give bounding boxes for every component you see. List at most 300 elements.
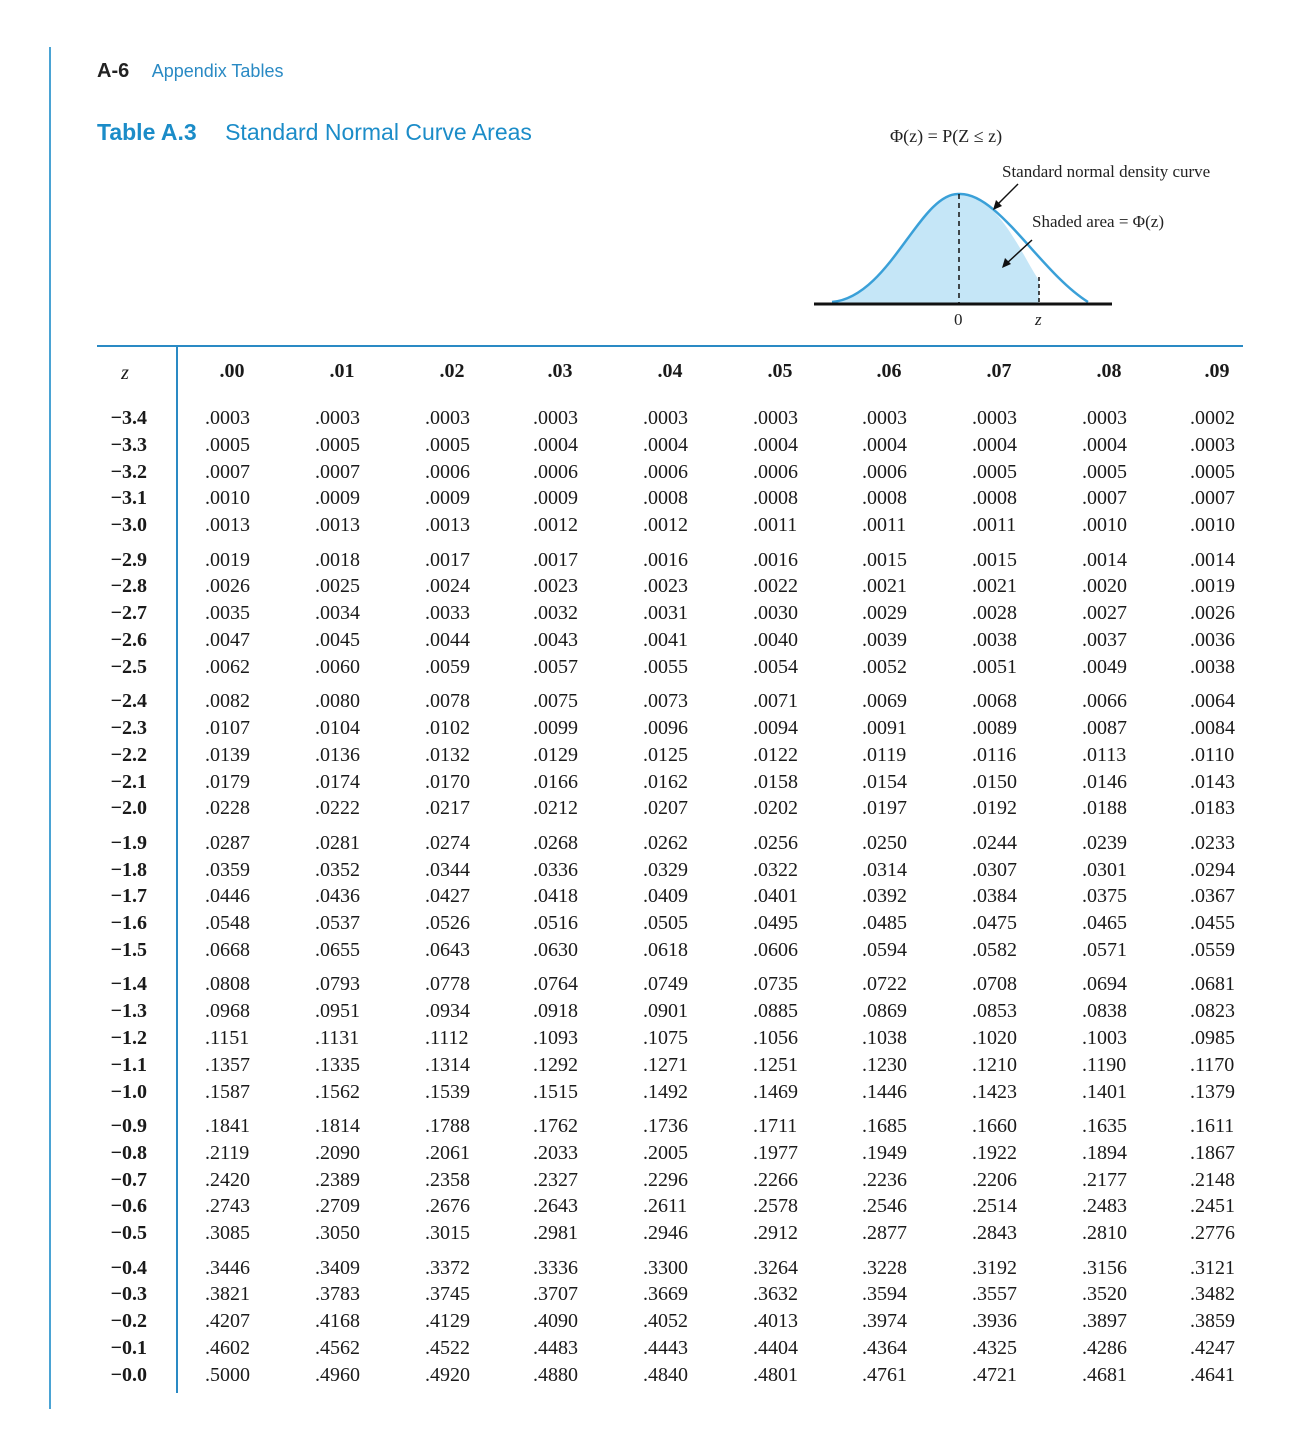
table-cell: .4483 [533,1337,578,1359]
table-cell: .1562 [315,1080,360,1103]
table-cell: .2389 [315,1168,360,1191]
normal-curve-figure [810,122,1250,337]
table-cell: .0005 [205,433,250,456]
table-cell: .0011 [862,514,907,537]
table-cell: .0089 [972,717,1017,739]
column-header: .08 [1096,360,1122,382]
table-cell: .0192 [972,797,1017,820]
table-row [0,717,1310,744]
table-row [0,1081,1310,1108]
table-cell: .0031 [643,602,688,625]
table-cell: .3632 [753,1283,798,1306]
z-value: −2.8 [110,575,147,598]
z-value: −0.4 [110,1256,147,1279]
z-value: −0.8 [110,1141,147,1164]
table-cell: .0212 [533,797,578,820]
table-cell: .3156 [1082,1256,1127,1279]
table-cell: .0028 [972,602,1017,625]
table-cell: .1112 [425,1027,469,1049]
table-cell: .0808 [205,973,250,996]
table-cell: .0179 [205,770,250,793]
table-cell: .4052 [643,1310,688,1333]
table-cell: .0013 [315,514,360,537]
table-cell: .0038 [1190,655,1235,678]
table-cell: .0006 [753,460,798,483]
table-row [0,407,1310,434]
table-cell: .2061 [425,1141,470,1164]
table-cell: .1515 [533,1080,578,1103]
table-cell: .3372 [425,1256,470,1279]
table-cell: .0116 [972,743,1017,766]
table-cell: .3015 [425,1222,470,1245]
table-cell: .3446 [205,1256,250,1279]
table-cell: .3192 [972,1256,1017,1279]
table-cell: .3121 [1190,1256,1235,1279]
table-cell: .0082 [205,690,250,713]
table-cell: .0104 [315,717,360,739]
table-cell: .0409 [643,885,688,908]
table-cell: .1292 [533,1053,578,1076]
table-cell: .0158 [753,770,798,793]
table-cell: .4286 [1082,1337,1127,1359]
table-cell: .0764 [533,973,578,996]
table-cell: .0045 [315,629,360,651]
table-label: Table A.3 [97,119,197,145]
table-cell: .0044 [425,629,470,651]
table-cell: .0694 [1082,973,1127,996]
table-row [0,1257,1310,1284]
table-cell: .1379 [1190,1080,1235,1103]
table-cell: .3821 [205,1283,250,1306]
table-cell: .0427 [425,885,470,908]
table-cell: .0838 [1082,1000,1127,1023]
table-row [0,629,1310,656]
table-cell: .0030 [753,602,798,625]
table-cell: .0170 [425,770,470,793]
table-cell: .0009 [533,487,578,510]
z-value: −2.1 [110,770,147,793]
table-cell: .0735 [753,973,798,996]
table-cell: .0036 [1190,629,1235,651]
table-cell: .1587 [205,1080,250,1103]
table-row [0,1142,1310,1169]
table-cell: .0043 [533,629,578,651]
z-value: −1.1 [110,1053,147,1076]
table-cell: .0150 [972,770,1017,793]
table-cell: .3264 [753,1256,798,1279]
table-cell: .0329 [643,858,688,881]
table-cell: .4801 [753,1363,798,1386]
table-cell: .1357 [205,1053,250,1076]
table-cell: .1814 [315,1115,360,1137]
table-cell: .0274 [425,831,470,854]
table-cell: .0778 [425,973,470,996]
table-cell: .0019 [205,548,250,571]
z-value: −1.0 [110,1080,147,1103]
table-cell: .3859 [1190,1310,1235,1333]
table-cell: .1190 [1082,1053,1127,1076]
z-value: −1.7 [110,885,147,908]
table-cell: .1867 [1190,1141,1235,1164]
table-cell: .0516 [533,912,578,935]
table-cell: .0004 [753,433,798,456]
table-cell: .0968 [205,1000,250,1023]
table-cell: .0618 [643,939,688,961]
table-cell: .2776 [1190,1222,1235,1245]
z-value: −0.0 [110,1363,147,1386]
table-cell: .2005 [643,1141,688,1164]
table-cell: .0314 [862,858,907,881]
table-cell: .0038 [972,629,1017,651]
table-cell: .0018 [315,548,360,571]
table-row [0,549,1310,576]
table-cell: .4562 [315,1337,360,1359]
table-cell: .0084 [1190,717,1235,739]
table-cell: .0049 [1082,655,1127,678]
table-cell: .0197 [862,797,907,820]
table-cell: .0010 [205,487,250,510]
table-cell: .0003 [1082,407,1127,429]
table-cell: .0026 [205,575,250,598]
table-cell: .1020 [972,1027,1017,1049]
table-cell: .2327 [533,1168,578,1191]
table-cell: .0548 [205,912,250,935]
table-row [0,602,1310,629]
table-cell: .4960 [315,1363,360,1386]
table-cell: .2236 [862,1168,907,1191]
table-cell: .2810 [1082,1222,1127,1245]
table-cell: .0005 [1190,460,1235,483]
table-cell: .4761 [862,1363,907,1386]
column-header: .04 [657,360,683,382]
table-cell: .2514 [972,1195,1017,1218]
table-cell: .0250 [862,831,907,854]
table-cell: .0344 [425,858,470,881]
table-cell: .0166 [533,770,578,793]
table-row [0,1169,1310,1196]
table-cell: .0060 [315,655,360,678]
table-cell: .0021 [972,575,1017,598]
z-value: −1.6 [110,912,147,935]
table-cell: .0016 [643,548,688,571]
table-cell: .3783 [315,1283,360,1306]
table-cell: .3336 [533,1256,578,1279]
table-cell: .4325 [972,1337,1017,1359]
table-row [0,1000,1310,1027]
table-cell: .3707 [533,1283,578,1306]
table-row [0,797,1310,824]
table-cell: .3745 [425,1283,470,1306]
z-value: −0.1 [110,1337,147,1359]
table-cell: .0014 [1082,548,1127,571]
column-header: .05 [767,360,793,382]
table-cell: .0985 [1190,1027,1235,1049]
table-cell: .0024 [425,575,470,598]
table-cell: .0013 [425,514,470,537]
table-cell: .3300 [643,1256,688,1279]
table-cell: .0051 [972,655,1017,678]
table-cell: .1131 [315,1027,360,1049]
table-cell: .0465 [1082,912,1127,935]
table-row [0,771,1310,798]
table-cell: .0475 [972,912,1017,935]
table-cell: .1685 [862,1115,907,1137]
table-cell: .0017 [425,548,470,571]
table-cell: .2266 [753,1168,798,1191]
table-cell: .0008 [753,487,798,510]
z-value: −3.1 [110,487,147,510]
table-cell: .0010 [1190,514,1235,537]
table-cell: .0367 [1190,885,1235,908]
table-cell: .0073 [643,690,688,713]
table-cell: .1151 [205,1027,250,1049]
table-cell: .0401 [753,885,798,908]
table-cell: .1271 [643,1053,688,1076]
table-cell: .1093 [533,1027,578,1049]
table-cell: .3974 [862,1310,907,1333]
table-cell: .0918 [533,1000,578,1023]
z-value: −0.5 [110,1222,147,1245]
table-row [0,434,1310,461]
table-row [0,912,1310,939]
table-cell: .0029 [862,602,907,625]
z-value: −0.7 [110,1168,147,1191]
table-cell: .1949 [862,1141,907,1164]
table-cell: .0102 [425,717,470,739]
table-cell: .0006 [862,460,907,483]
table-cell: .0244 [972,831,1017,854]
table-cell: .1539 [425,1080,470,1103]
table-cell: .2676 [425,1195,470,1218]
column-header: .01 [329,360,355,382]
curve-arrow [996,184,1018,206]
table-cell: .2451 [1190,1195,1235,1218]
table-cell: .0004 [862,433,907,456]
table-cell: .0136 [315,743,360,766]
shaded-area-label: Shaded area = Φ(z) [1032,212,1164,231]
table-cell: .0003 [753,407,798,429]
table-cell: .4602 [205,1337,250,1359]
table-cell: .0007 [205,460,250,483]
shaded-area [832,194,1039,304]
table-cell: .0174 [315,770,360,793]
table-cell: .0037 [1082,629,1127,651]
table-cell: .2843 [972,1222,1017,1245]
table-cell: .0294 [1190,858,1235,881]
table-cell: .1446 [862,1080,907,1103]
table-cell: .2946 [643,1222,688,1245]
table-cell: .0722 [862,973,907,996]
table-cell: .0375 [1082,885,1127,908]
table-cell: .0485 [862,912,907,935]
table-cell: .4129 [425,1310,470,1333]
table-cell: .2877 [862,1222,907,1245]
zero-tick-label: 0 [954,310,963,329]
table-cell: .0057 [533,655,578,678]
table-cell: .0495 [753,912,798,935]
table-cell: .0162 [643,770,688,793]
table-cell: .3520 [1082,1283,1127,1306]
table-cell: .0052 [862,655,907,678]
table-cell: .0655 [315,939,360,961]
curve-label: Standard normal density curve [1002,162,1211,181]
table-cell: .3050 [315,1222,360,1245]
table-cell: .1003 [1082,1027,1127,1049]
table-cell: .0004 [533,433,578,456]
table-cell: .1788 [425,1115,470,1137]
table-cell: .0015 [972,548,1017,571]
z-value: −1.5 [110,939,147,961]
table-cell: .2358 [425,1168,470,1191]
table-cell: .0643 [425,939,470,961]
table-cell: .4013 [753,1310,798,1333]
column-header: .07 [986,360,1012,382]
z-value: −3.2 [110,460,147,483]
table-cell: .0012 [643,514,688,537]
z-value: −2.7 [110,602,147,625]
z-value: −0.3 [110,1283,147,1306]
table-cell: .2643 [533,1195,578,1218]
table-cell: .0068 [972,690,1017,713]
section-title: Appendix Tables [151,61,284,81]
table-cell: .0006 [533,460,578,483]
table-cell: .0009 [315,487,360,510]
table-cell: .0006 [425,460,470,483]
table-row [0,939,1310,966]
table-cell: .5000 [205,1363,250,1386]
column-header: .00 [219,360,245,382]
table-cell: .0188 [1082,797,1127,820]
table-cell: .4840 [643,1363,688,1386]
table-cell: .4168 [315,1310,360,1333]
table-cell: .0007 [1190,487,1235,510]
table-cell: .4207 [205,1310,250,1333]
table-cell: .0003 [862,407,907,429]
z-value: −2.3 [110,717,147,739]
table-cell: .2148 [1190,1168,1235,1191]
table-cell: .4090 [533,1310,578,1333]
z-value: −3.0 [110,514,147,537]
table-cell: .0017 [533,548,578,571]
table-cell: .2546 [862,1195,907,1218]
table-cell: .1762 [533,1115,578,1137]
column-header: .03 [547,360,573,382]
z-column-header: z [121,362,129,384]
table-cell: .1056 [753,1027,798,1049]
table-cell: .1492 [643,1080,688,1103]
table-cell: .0359 [205,858,250,881]
column-header: .06 [876,360,902,382]
table-cell: .4404 [753,1337,798,1359]
column-header: .09 [1204,360,1230,382]
page-number: A-6 [97,60,130,82]
table-cell: .2578 [753,1195,798,1218]
table-cell: .0107 [205,717,250,739]
table-row [0,1054,1310,1081]
table-cell: .0934 [425,1000,470,1023]
table-cell: .2709 [315,1195,360,1218]
table-cell: .0039 [862,629,907,651]
table-cell: .1210 [972,1053,1017,1076]
table-cell: .0019 [1190,575,1235,598]
table-cell: .0681 [1190,973,1235,996]
column-header: .02 [439,360,465,382]
table-row [0,690,1310,717]
table-cell: .2420 [205,1168,250,1191]
table-cell: .3557 [972,1283,1017,1306]
table-cell: .0125 [643,743,688,766]
table-cell: .0016 [753,548,798,571]
table-cell: .0096 [643,717,688,739]
table-cell: .1711 [753,1115,798,1137]
table-cell: .4880 [533,1363,578,1386]
table-cell: .1469 [753,1080,798,1103]
table-cell: .1335 [315,1053,360,1076]
table-row [0,859,1310,886]
table-row [0,1310,1310,1337]
table-cell: .0078 [425,690,470,713]
table-cell: .1736 [643,1115,688,1137]
table-cell: .0582 [972,939,1017,961]
z-value: −1.8 [110,858,147,881]
table-cell: .0075 [533,690,578,713]
table-row [0,1195,1310,1222]
z-value: −2.4 [110,690,147,713]
table-cell: .0054 [753,655,798,678]
table-caption [97,119,532,146]
table-cell: .1660 [972,1115,1017,1137]
table-cell: .0951 [315,1000,360,1023]
table-cell: .0154 [862,770,907,793]
normal-curve-svg [810,122,1250,337]
table-cell: .0901 [643,1000,688,1023]
table-cell: .0010 [1082,514,1127,537]
table-cell: .2912 [753,1222,798,1245]
table-cell: .0008 [862,487,907,510]
table-cell: .0668 [205,939,250,961]
table-cell: .0139 [205,743,250,766]
table-row [0,656,1310,683]
table-cell: .0091 [862,717,907,739]
table-cell: .0183 [1190,797,1235,820]
table-title: Standard Normal Curve Areas [225,119,532,145]
table-cell: .0020 [1082,575,1127,598]
table-cell: .1841 [205,1115,250,1137]
table-cell: .0113 [1082,743,1127,766]
table-cell: .0307 [972,858,1017,881]
table-row [0,885,1310,912]
table-cell: .0003 [425,407,470,429]
table-cell: .0011 [972,514,1017,537]
table-cell: .0055 [643,655,688,678]
table-cell: .0094 [753,717,798,739]
table-cell: .2033 [533,1141,578,1164]
table-cell: .2296 [643,1168,688,1191]
table-cell: .0080 [315,690,360,713]
table-row [0,487,1310,514]
table-cell: .1611 [1190,1115,1235,1137]
table-cell: .0023 [643,575,688,598]
table-cell: .0823 [1190,1000,1235,1023]
table-cell: .0222 [315,797,360,820]
table-row [0,973,1310,1000]
table-cell: .0015 [862,548,907,571]
table-cell: .0033 [425,602,470,625]
table-cell: .1251 [753,1053,798,1076]
z-tick-label: z [1035,310,1042,329]
table-cell: .3482 [1190,1283,1235,1306]
table-cell: .4443 [643,1337,688,1359]
